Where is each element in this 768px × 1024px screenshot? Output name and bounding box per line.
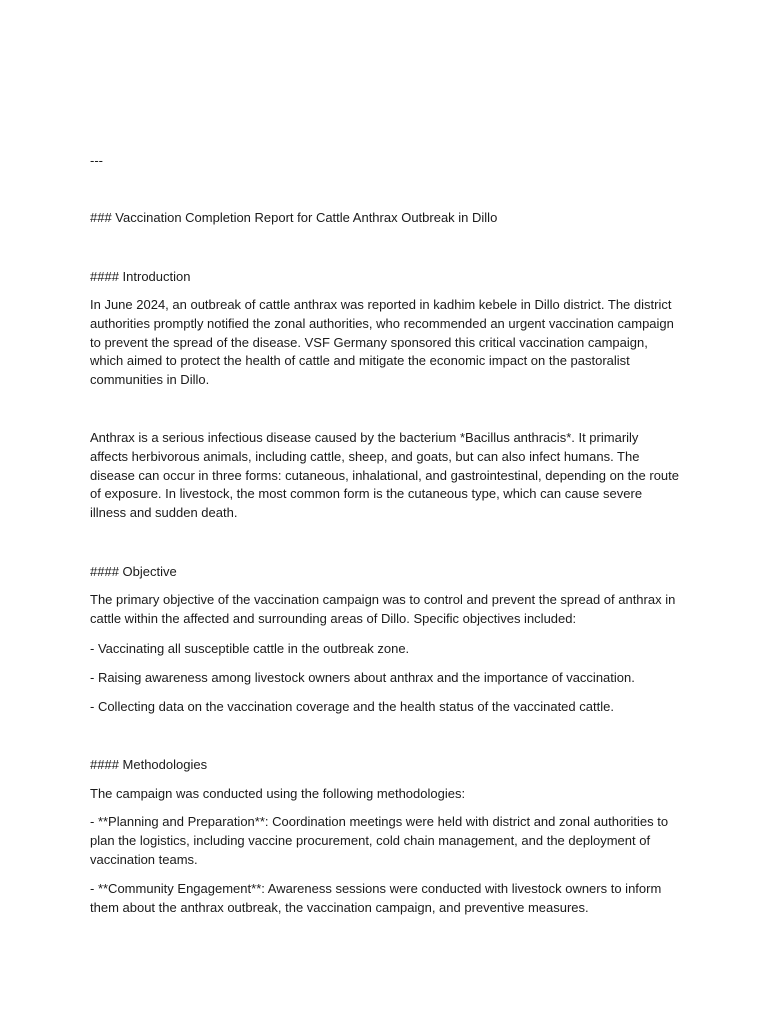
methodologies-paragraph: The campaign was conducted using the following methodologies: [90,786,466,801]
methodologies-list-item: - **Planning and Preparation**: Coordination meetings were held with district and zonal authorities to plan the logistics, including vaccine procurement, cold chain management, and the deployment of vaccination teams. [90,814,669,867]
introduction-heading: #### Introduction [90,269,191,284]
objective-list-item: - Vaccinating all susceptible cattle in the outbreak zone. [90,641,410,656]
introduction-paragraph-2: Anthrax is a serious infectious disease caused by the bacterium *Bacillus anthracis*. It primarily affects herbivorous animals, including cattle, sheep, and goats, but can also infect humans. The disease can occur in three forms: cutaneous, inhalational, and gastrointestinal, depending on the route of exposure. In livestock, the most common form is the cutaneous type, which can cause severe illness and sudden death. [90,430,679,521]
introduction-paragraph-1: In June 2024, an outbreak of cattle anthrax was reported in kadhim kebele in Dillo district. The district authorities promptly notified the zonal authorities, who recommended an urgent vaccination campaign to prevent the spread of the disease. VSF Germany sponsored this critical vaccination campaign, which aimed to protect the health of cattle and mitigate the economic impact on the pastoralist communities in Dillo. [90,297,674,388]
objective-paragraph: The primary objective of the vaccination campaign was to control and prevent the spread of anthrax in cattle within the affected and surrounding areas of Dillo. Specific objectives included: [90,592,676,626]
methodologies-list-item: - **Community Engagement**: Awareness sessions were conducted with livestock owners to inform them about the anthrax outbreak, the vaccination campaign, and preventive measures. [90,881,662,915]
objective-list-item: - Collecting data on the vaccination coverage and the health status of the vaccinated cattle. [90,699,614,714]
separator: --- [90,153,103,168]
objective-heading: #### Objective [90,564,177,579]
objective-list-item: - Raising awareness among livestock owners about anthrax and the importance of vaccination. [90,670,635,685]
methodologies-heading: #### Methodologies [90,757,208,772]
report-title: ### Vaccination Completion Report for Cattle Anthrax Outbreak in Dillo [90,210,498,225]
